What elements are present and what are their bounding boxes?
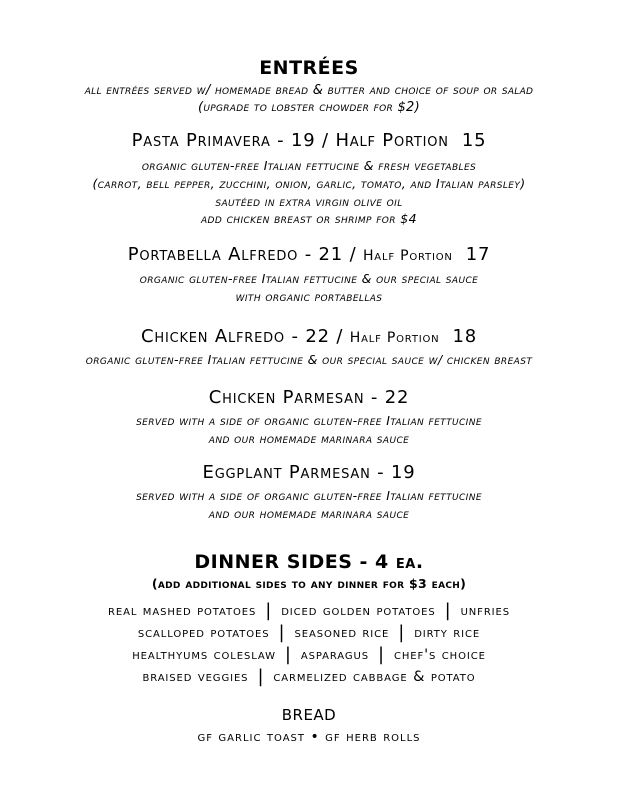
dinner-sides-suffix: ea.: [395, 551, 424, 573]
divider: |: [444, 600, 452, 621]
half-portion-label: Half Portion: [349, 330, 440, 346]
bread-items: gf garlic toast • gf herb rolls: [197, 729, 421, 745]
side-item: carmelized cabbage & potato: [273, 669, 476, 685]
side-item: dirty rice: [414, 625, 481, 641]
divider: |: [257, 666, 265, 687]
sides-row: [0, 666, 618, 687]
side-item: braised veggies: [142, 669, 249, 685]
divider: |: [284, 644, 292, 665]
menu-item-title: Chicken Parmesan - 22: [208, 387, 410, 408]
half-portion-price: 18: [452, 326, 477, 347]
item-description: served with a side of organic gluten-free Italian fettucine: [136, 488, 482, 503]
item-description: (carrot, bell pepper, zucchini, onion, garlic, tomato, and Italian parsley): [92, 176, 526, 191]
menu-item-title: Chicken Alfredo - 22 / Half Portion 18: [141, 326, 477, 347]
dinner-sides-note: (add additional sides to any dinner for $3 each): [151, 576, 467, 591]
sides-row: [0, 622, 618, 643]
dinner-sides-title: DINNER SIDES - 4: [194, 551, 389, 573]
divider: |: [278, 622, 286, 643]
item-description: and our homemade marinara sauce: [208, 431, 410, 446]
item-description: with organic portabellas: [235, 289, 383, 304]
divider: |: [378, 644, 385, 665]
menu-item-title: Portabella Alfredo - 21 / Half Portion 17: [127, 244, 491, 265]
side-item: diced golden potatoes: [281, 603, 436, 619]
side-item: healthyums coleslaw: [132, 647, 276, 663]
half-portion-price: 15: [461, 130, 487, 151]
item-price: 19: [291, 130, 316, 151]
item-description: organic gluten-free Italian fettucine & our special sauce: [139, 271, 479, 286]
side-item: asparagus: [300, 647, 369, 663]
item-name: Eggplant Parmesan: [202, 462, 371, 483]
sides-row: [0, 644, 618, 665]
item-price: 19: [390, 462, 416, 483]
item-name: Portabella Alfredo: [127, 244, 299, 265]
side-item: unfries: [460, 603, 510, 619]
item-description: sautéed in extra virgin olive oil: [215, 194, 403, 209]
divider: |: [398, 622, 406, 643]
bread-heading: BREAD: [281, 706, 337, 724]
item-price: 21: [318, 244, 344, 265]
item-description: add chicken breast or shrimp for $4: [201, 211, 417, 226]
menu-item-title: Pasta Primavera - 19 / Half Portion 15: [131, 130, 487, 151]
item-name: Chicken Parmesan: [208, 387, 365, 408]
entrees-upgrade-note: (upgrade to lobster chowder for $2): [197, 100, 420, 115]
side-item: scalloped potatoes: [137, 625, 270, 641]
item-description: organic gluten-free Italian fettucine & our special sauce w/ chicken breast: [85, 352, 533, 367]
half-portion-label: Half Portion: [362, 248, 453, 264]
divider: |: [265, 600, 273, 621]
item-price: 22: [305, 326, 330, 347]
sides-row: [0, 600, 618, 621]
side-item: seasoned rice: [294, 625, 390, 641]
half-portion-price: 17: [465, 244, 491, 265]
entrees-note: all entrées served w/ homemade bread & butter and choice of soup or salad: [84, 83, 534, 98]
side-item: real mashed potatoes: [108, 603, 257, 619]
item-name: Chicken Alfredo: [141, 326, 285, 347]
dinner-sides-heading: [0, 551, 618, 573]
item-description: served with a side of organic gluten-free Italian fettucine: [136, 413, 482, 428]
half-portion-label: Half Portion: [335, 130, 449, 151]
side-item: chef's choice: [393, 647, 486, 663]
item-description: organic gluten-free Italian fettucine & fresh vegetables: [141, 158, 477, 173]
entrees-heading: ENTRÉES: [259, 57, 359, 79]
item-price: 22: [384, 387, 410, 408]
item-name: Pasta Primavera: [131, 130, 271, 151]
menu-item-title: Eggplant Parmesan - 19: [202, 462, 416, 483]
item-description: and our homemade marinara sauce: [208, 506, 410, 521]
